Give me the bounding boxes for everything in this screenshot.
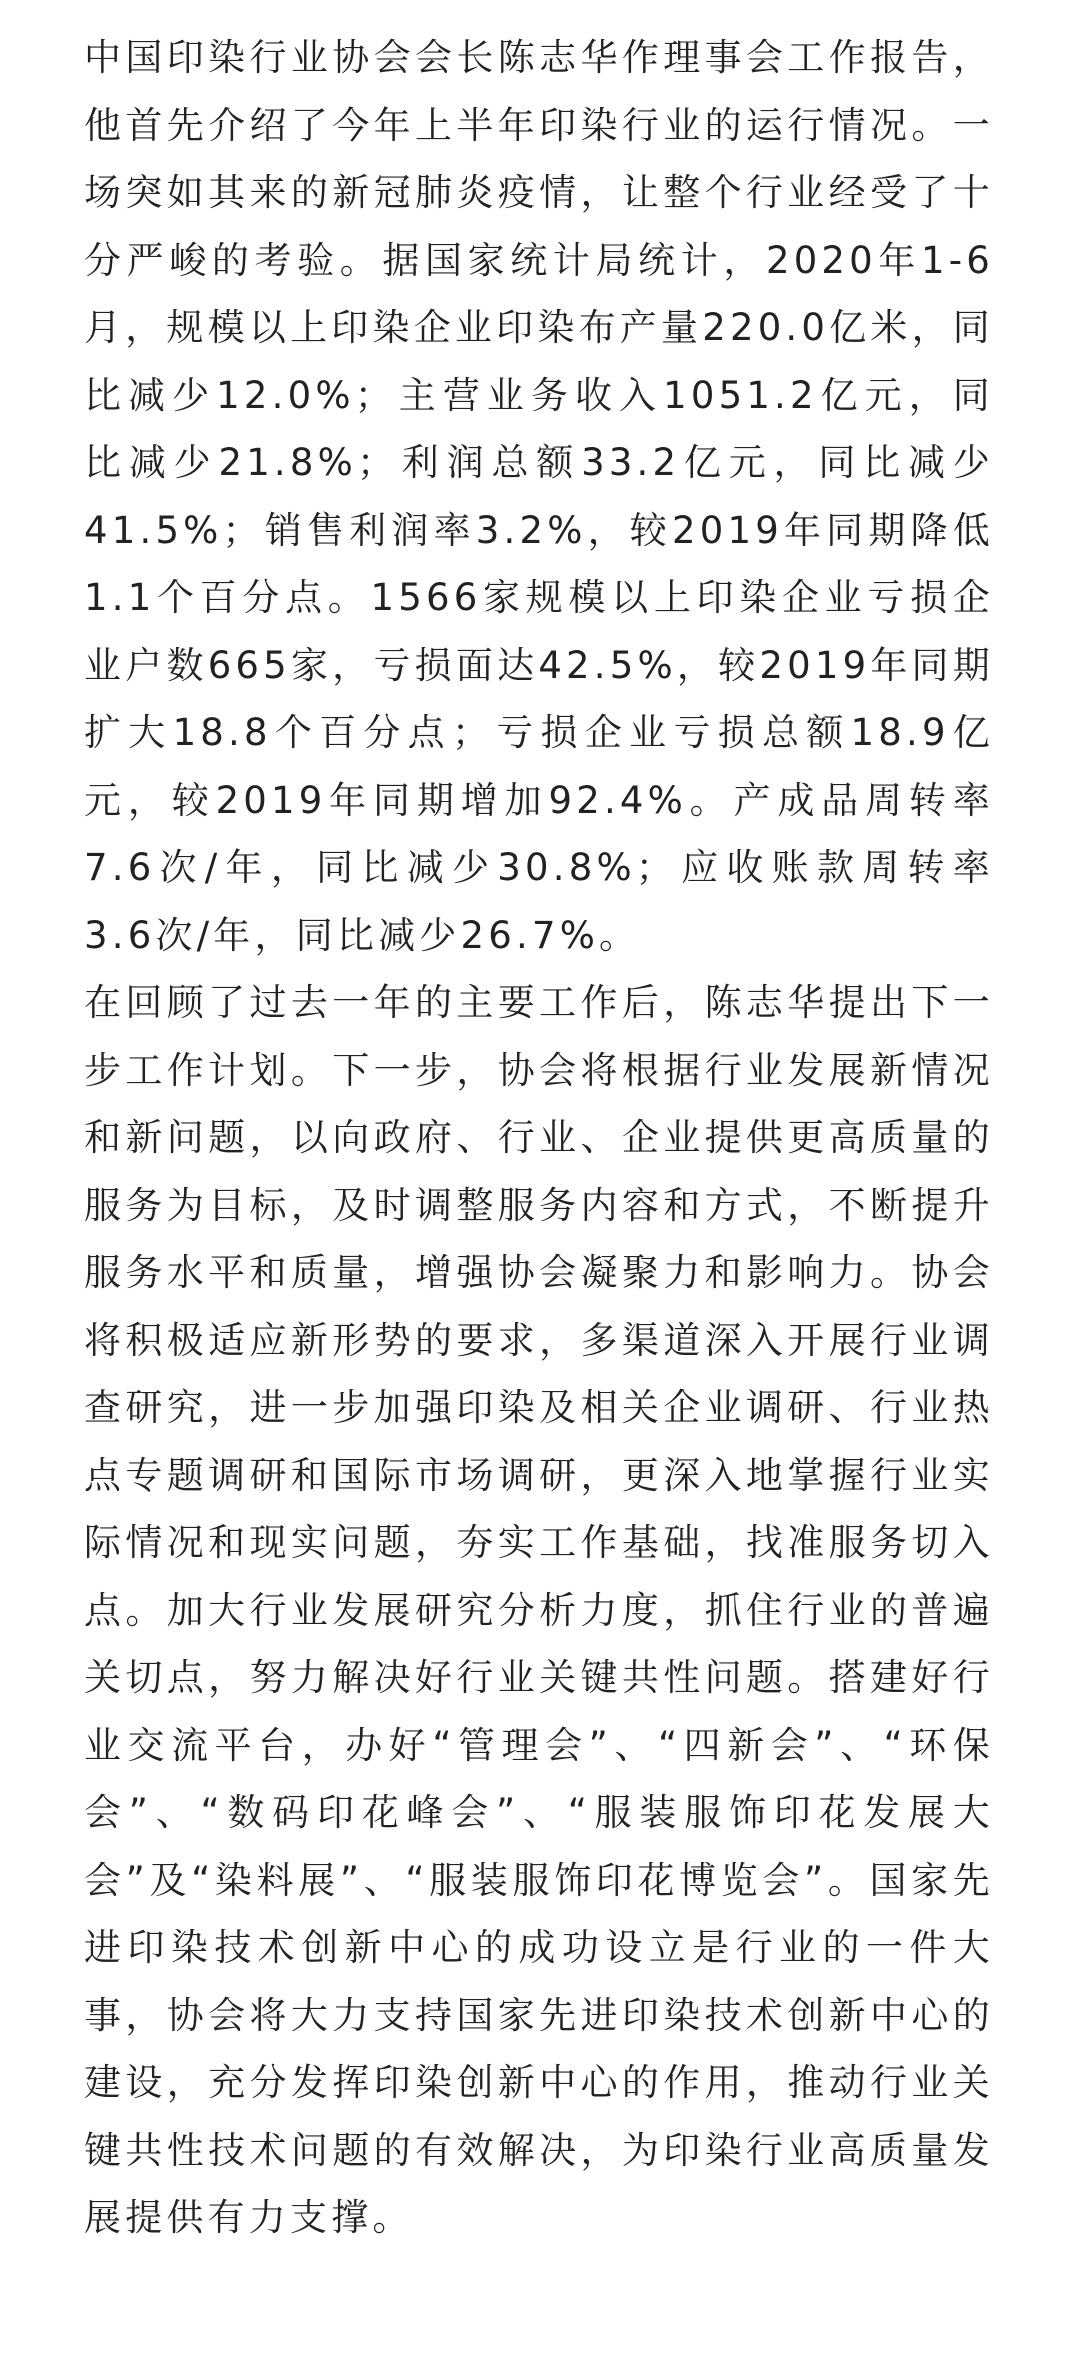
article-body bbox=[84, 24, 994, 2252]
paragraph-operating-stats: 中国印染行业协会会长陈志华作理事会工作报告，他首先介绍了今年上半年印染行业的运行情况。一场突如其来的新冠肺炎疫情，让整个行业经受了十分严峻的考验。据国家统计局统计，2020年1-6月，规模以上印染企业印染布产量220.0亿米，同比减少12.0%；主营业务收入1051.2亿元，同比减少21.8%；利润总额33.2亿元，同比减少41.5%；销售利润率3.2%，较2019年同期降低1.1个百分点。1566家规模以上印染企业亏损企业户数665家，亏损面达42.5%，较2019年同期扩大18.8个百分点；亏损企业亏损总额18.9亿元，较2019年同期增加92.4%。产成品周转率7.6次/年，同比减少30.8%；应收账款周转率3.6次/年，同比减少26.7%。 bbox=[84, 36, 994, 957]
paragraph-work-plan: 在回顾了过去一年的主要工作后，陈志华提出下一步工作计划。下一步，协会将根据行业发展新情况和新问题，以向政府、行业、企业提供更高质量的服务为目标，及时调整服务内容和方式，不断提升服务水平和质量，增强协会凝聚力和影响力。协会将积极适应新形势的要求，多渠道深入开展行业调查研究，进一步加强印染及相关企业调研、行业热点专题调研和国际市场调研，更深入地掌握行业实际情况和现实问题，夯实工作基础，找准服务切入点。加大行业发展研究分析力度，抓住行业的普遍关切点，努力解决好行业关键共性问题。搭建好行业交流平台，办好“管理会”、“四新会”、“环保会”、“数码印花峰会”、“服装服饰印花发展大会”及“染料展”、“服装服饰印花博览会”。国家先进印染技术创新中心的成功设立是行业的一件大事，协会将大力支持国家先进印染技术创新中心的建设，充分发挥印染创新中心的作用，推动行业关键共性技术问题的有效解决，为印染行业高质量发展提供有力支撑。 bbox=[84, 981, 994, 2239]
